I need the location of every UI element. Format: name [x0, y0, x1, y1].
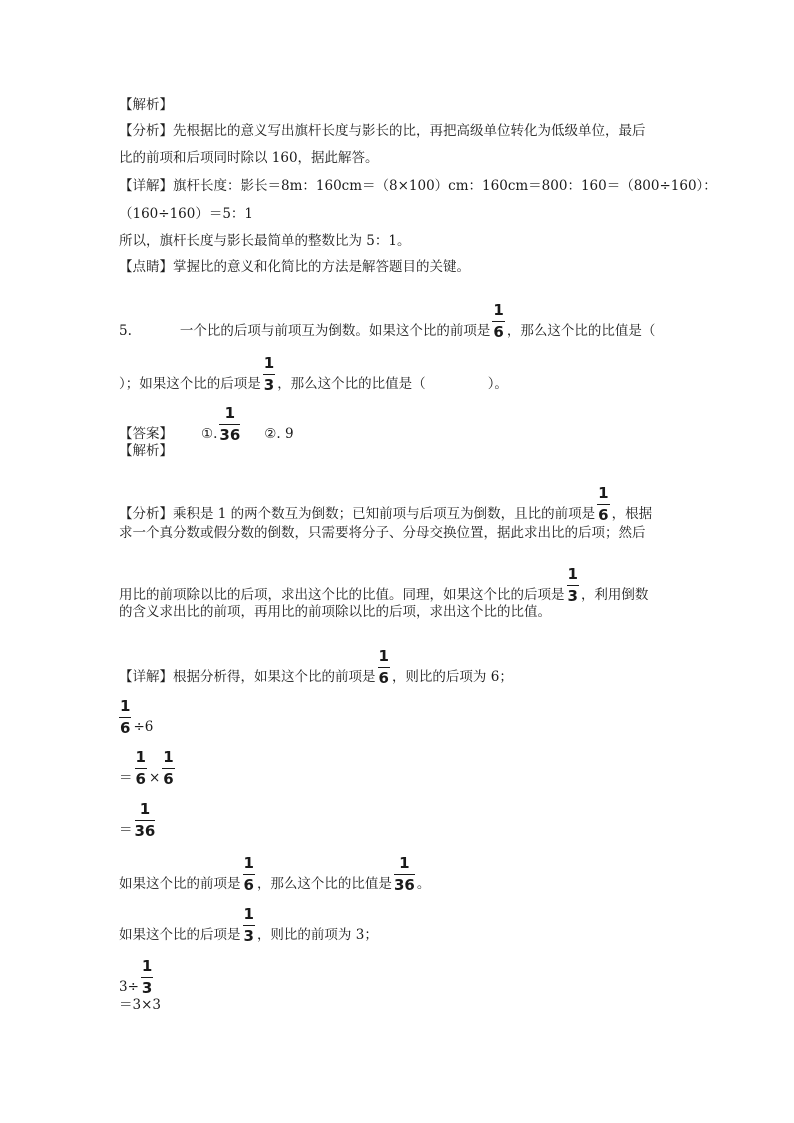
fraction: $\frac{1}{36}$: [219, 404, 241, 444]
fraction: $\frac{1}{3}$: [141, 957, 153, 997]
fraction: $\frac{1}{6}$: [493, 301, 504, 341]
fraction: $\frac{1}{3}$: [263, 354, 275, 394]
fraction: $\frac{1}{36}$: [134, 800, 156, 840]
conclusion-text: 所以，旗杆长度与影长最简单的整数比为 5：1。: [119, 233, 411, 249]
result-text: 如果这个比的前项是 $\frac{1}{6}$ ，那么这个比的比值是 $\frac{1}{36}$ 。: [119, 854, 431, 894]
analysis-text: 的含义求出比的前项，再用比的前项除以比的后项，求出这个比的比值。: [119, 604, 551, 620]
fraction: $\frac{1}{6}$: [120, 697, 131, 737]
detail-text: 【详解】旗杆长度：影长＝8m：160cm＝（8×100）cm：160cm＝800：160＝（800÷160）：: [119, 178, 717, 194]
question-text: ，那么这个比的比值是（: [506, 323, 656, 339]
question-text: 一个比的后项与前项互为倒数。如果这个比的前项是: [179, 323, 491, 339]
analysis-text: 求一个真分数或假分数的倒数，只需要将分子、分母交换位置，据此求出比的后项；然后: [119, 525, 646, 541]
question-5-line-1: [119, 301, 656, 350]
detail-text: 【详解】根据分析得，如果这个比的前项是 $\frac{1}{6}$ ，则比的后项为 6；: [119, 647, 513, 687]
result-text: 如果这个比的后项是 $\frac{1}{3}$ ，则比的前项为 3；: [119, 905, 378, 945]
analysis-text: 【分析】先根据比的意义写出旗杆长度与影长的比，再把高级单位转化为低级单位，最后: [119, 123, 646, 139]
question-text: ）。: [487, 376, 508, 392]
key-point-text: 【点睛】掌握比的意义和化简比的方法是解答题目的关键。: [119, 259, 470, 275]
fraction: $\frac{1}{6}$: [378, 647, 389, 687]
fraction: $\frac{1}{3}$: [567, 565, 578, 605]
detail-text: （160÷160）＝5：1: [119, 206, 254, 222]
fraction: $\frac{1}{6}$: [135, 748, 146, 788]
calc-step: ＝3×3: [119, 997, 161, 1013]
question-number: 5.: [119, 323, 132, 339]
fraction: $\frac{1}{6}$: [163, 748, 174, 788]
fraction: $\frac{1}{36}$: [393, 854, 415, 894]
fraction: $\frac{1}{6}$: [243, 854, 254, 894]
analysis-text: 比的前项和后项同时除以 160，据此解答。: [119, 150, 379, 166]
fraction: $\frac{1}{6}$: [598, 484, 609, 524]
fraction: $\frac{1}{3}$: [243, 905, 254, 945]
answer-value: ②. 9: [264, 426, 294, 442]
calc-step: ＝ $\frac{1}{36}$: [119, 800, 156, 840]
answer-marker: ①.: [201, 426, 218, 442]
question-text: ，那么这个比的比值是（: [277, 376, 426, 392]
question-5-line-2: [119, 354, 508, 403]
analysis-heading: 【解析】: [119, 97, 173, 113]
calc-step: 3÷ $\frac{1}{3}$: [119, 957, 153, 997]
answer-label: 【答案】: [119, 426, 173, 442]
calc-step: $\frac{1}{6}$ ÷6: [120, 697, 154, 737]
calc-step: ＝ $\frac{1}{6}$ × $\frac{1}{6}$: [119, 748, 174, 788]
question-text: ）；如果这个比的后项是: [119, 376, 261, 392]
analysis-text: 用比的前项除以比的后项，求出这个比的比值。同理，如果这个比的后项是 $\frac{1}{3}$ ，利用倒数: [119, 565, 649, 605]
analysis-text: 【分析】乘积是 1 的两个数互为倒数；已知前项与后项互为倒数，且比的前项是 $\frac{1}{6}$ ，根据: [119, 484, 653, 524]
analysis-heading: 【解析】: [119, 443, 173, 459]
